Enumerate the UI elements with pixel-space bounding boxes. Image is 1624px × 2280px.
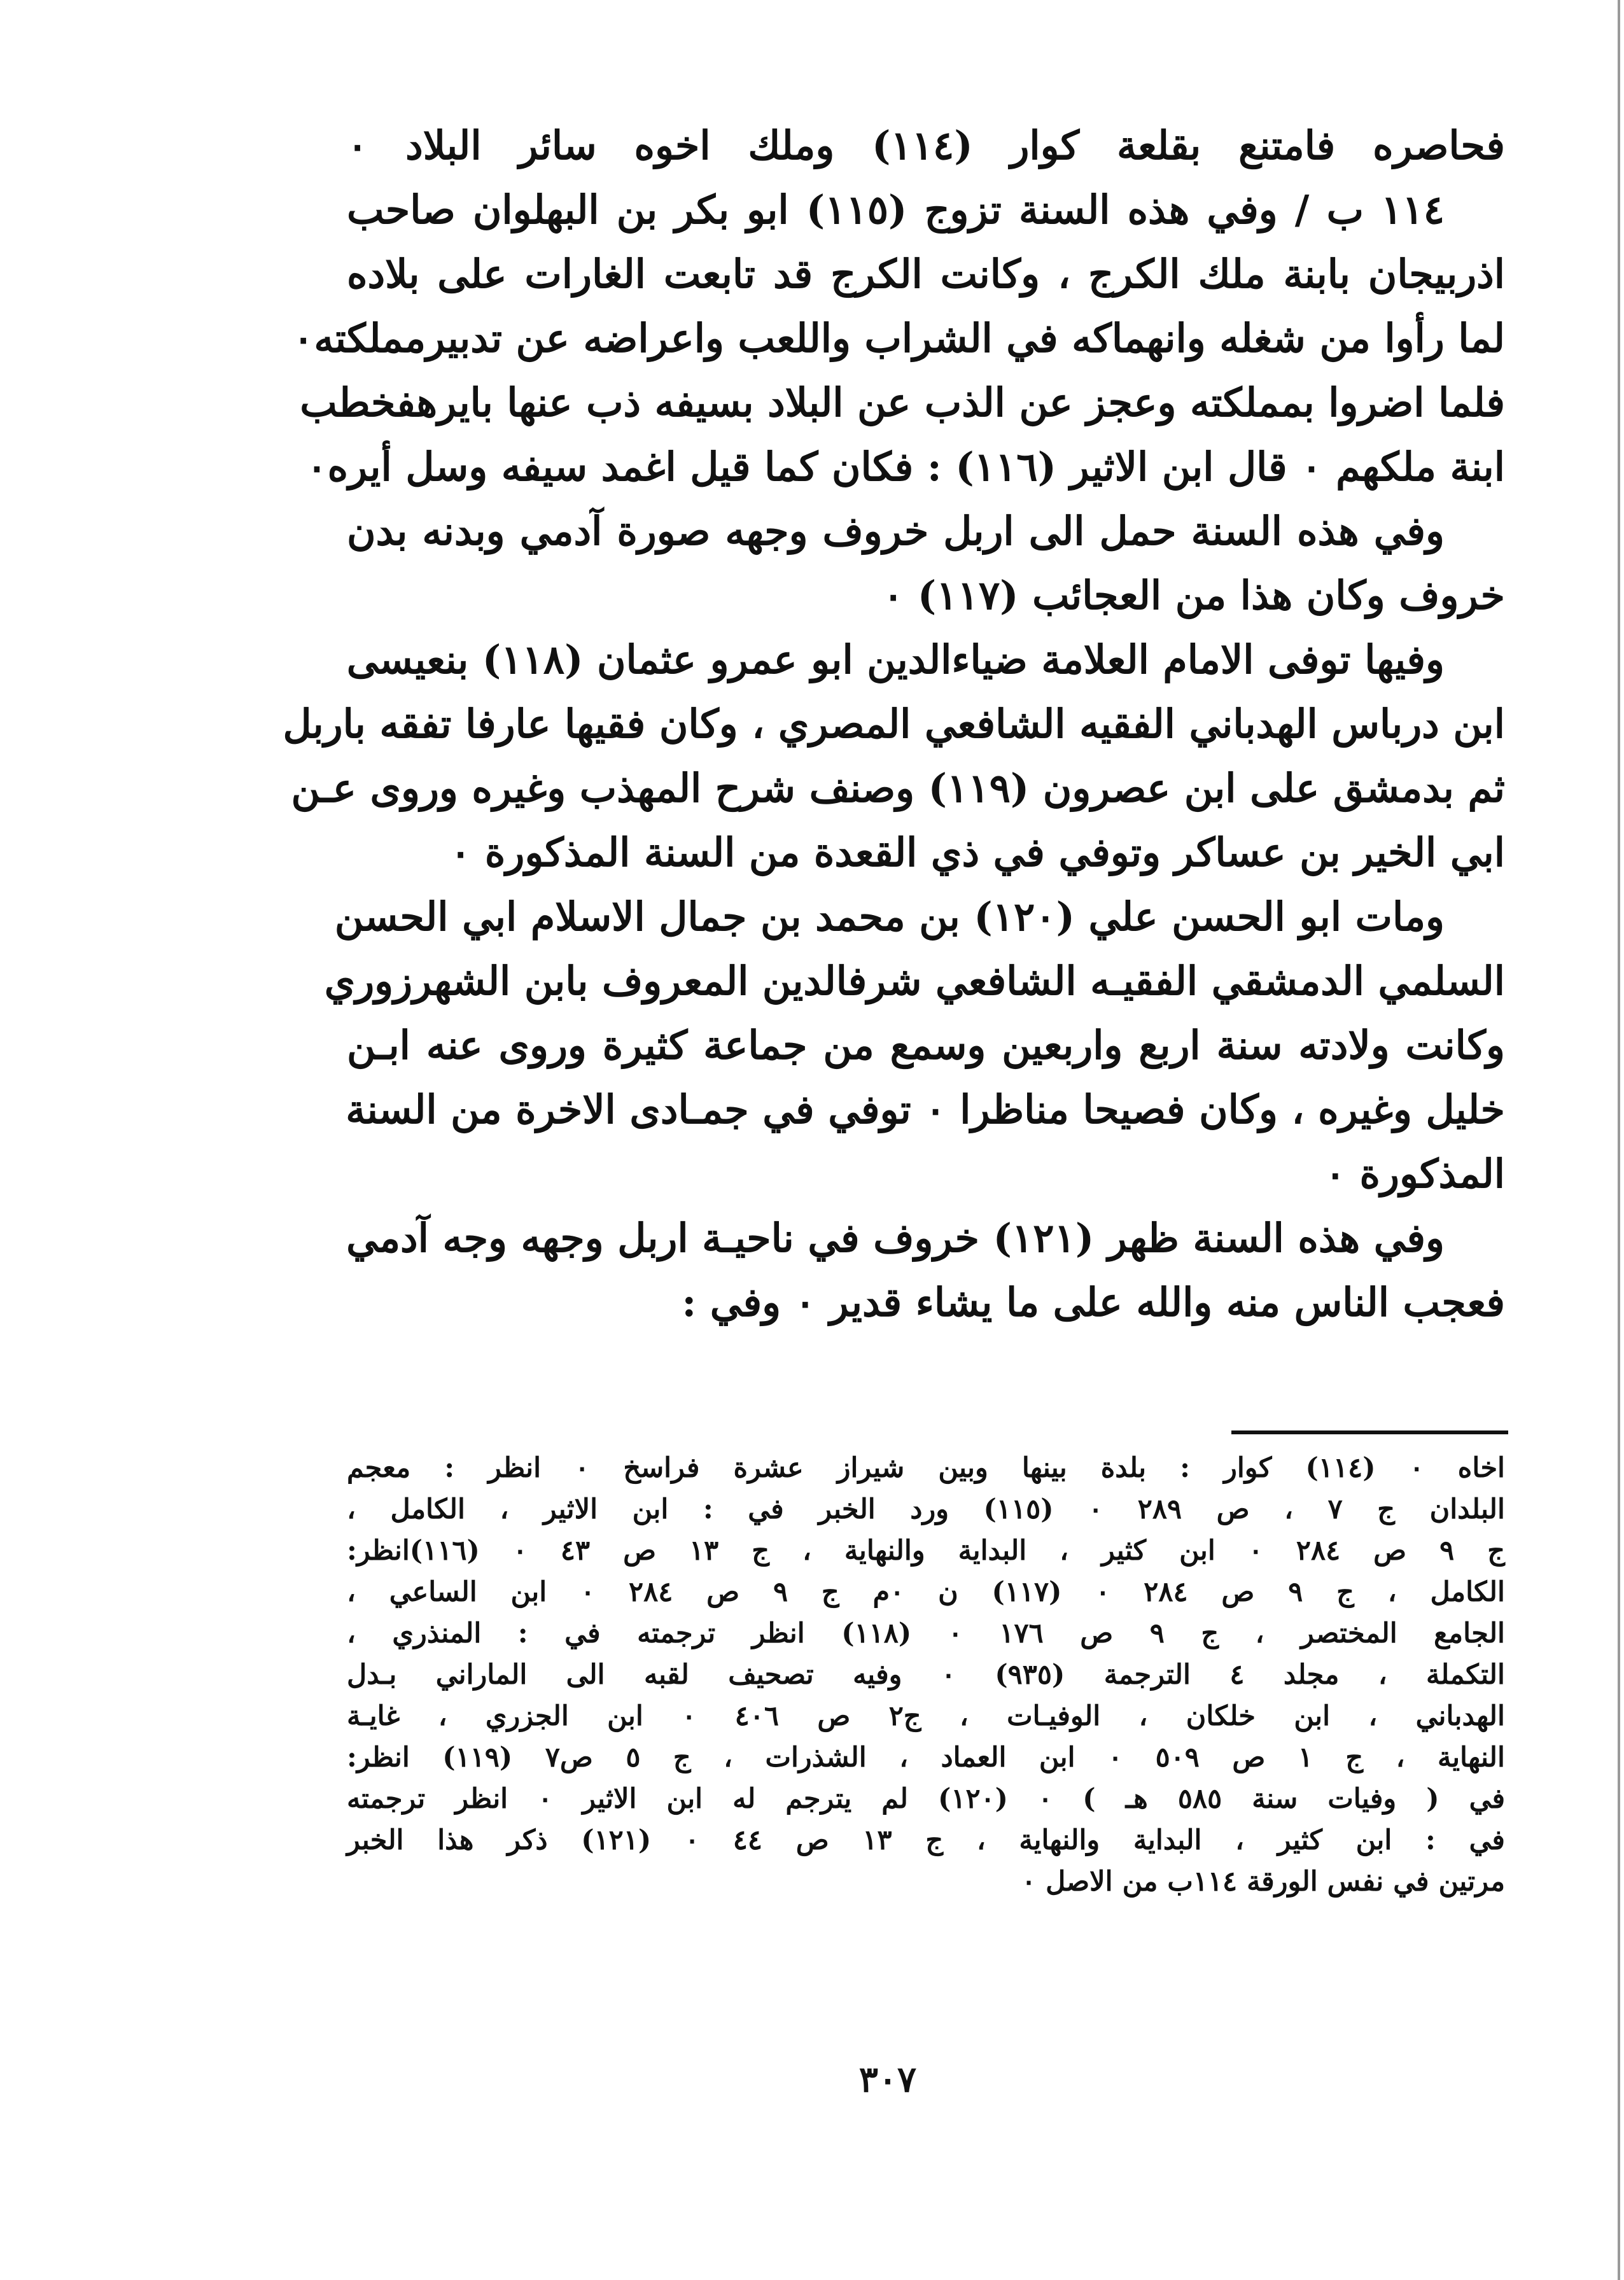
text-line: السلمي الدمشقي الفقيـه الشافعي شرفالدين المعروف بابن الشهرزوري — [324, 958, 1505, 1004]
footnote-line: النهاية ، ج ١ ص ٥٠٩ ٠ ابن العماد ، الشذرات ، ج ٥ ص٧ (١١٩) انظر: — [347, 1742, 1505, 1773]
text-line: فلما اضروا بمملكته وعجز عن الذب عن البلاد بسيفه ذب عنها بايرهفخطب — [300, 379, 1505, 426]
text-line: ثم بدمشق على ابن عصرون (١١٩) وصنف شرح المهذب وغيره وروى عـن — [291, 765, 1505, 811]
footnote-line: الكامل ، ج ٩ ص ٢٨٤ ٠ (١١٧) ن ٠م ج ٩ ص ٢٨٤ ٠ ابن الساعي ، — [347, 1576, 1505, 1608]
footnote-separator — [1231, 1430, 1508, 1434]
text-line: وفي هذه السنة حمل الى اربل خروف وجهه صورة آدمي وبدنه بدن — [347, 508, 1445, 554]
text-line: ابن درباس الهدباني الفقيه الشافعي المصري ، وكان فقيها عارفا تفقه باربل — [283, 701, 1505, 747]
text-line: المذكورة ٠ — [1324, 1150, 1505, 1197]
footnote-line: الهدباني ، ابن خلكان ، الوفيـات ، ج٢ ص ٤٠٦ ٠ ابن الجزري ، غايـة — [347, 1700, 1505, 1732]
text-line: ابي الخير بن عساكر وتوفي في ذي القعدة من السنة المذكورة ٠ — [450, 829, 1505, 876]
footnote-line: التكملة ، مجلد ٤ الترجمة (٩٣٥) ٠ وفيه تصحيف لقبه الى الماراني بـدل — [347, 1659, 1505, 1691]
footnote-line: في ( وفيات سنة ٥٨٥ هـ ) ٠ (١٢٠) لم يترجم له ابن الاثير ٠ انظر ترجمته — [347, 1783, 1506, 1815]
text-line: وكانت ولادته سنة اربع واربعين وسمع من جماعة كثيرة وروى عنه ابـن — [347, 1022, 1505, 1068]
text-line: خليل وغيره ، وكان فصيحا مناظرا ٠ توفي في جمـادى الاخرة من السنة — [346, 1086, 1505, 1133]
footnotes-section — [347, 1448, 1505, 1903]
footnote-line: البلدان ج ٧ ، ص ٢٨٩ ٠ (١١٥) ورد الخبر في : ابن الاثير ، الكامل ، — [347, 1493, 1505, 1525]
text-line: وفيها توفى الامام العلامة ضياءالدين ابو عمرو عثمان (١١٨) بنعيسى — [346, 636, 1445, 683]
footnote-line: مرتين في نفس الورقة ١١٤ب من الاصل ٠ — [1021, 1866, 1505, 1898]
text-line: ١١٤ ب / وفي هذه السنة تزوج (١١٥) ابو بكر بن البهلوان صاحب — [347, 186, 1445, 233]
text-line: خروف وكان هذا من العجائب (١١٧) ٠ — [883, 572, 1505, 619]
text-line: فحاصره فامتنع بقلعة كوار (١١٤) وملك اخوه سائر البلاد ٠ — [347, 122, 1505, 169]
footnote-line: في : ابن كثير ، البداية والنهاية ، ج ١٣ ص ٤٤ ٠ (١٢١) ذكر هذا الخبر — [347, 1824, 1505, 1856]
text-line: اذربيجان بابنة ملك الكرج ، وكانت الكرج قد تابعت الغارات على بلاده — [347, 251, 1505, 297]
text-line: ومات ابو الحسن علي (١٢٠) بن محمد بن جمال الاسلام ابي الحسن — [334, 893, 1445, 940]
footnote-line: اخاه ٠ (١١٤) كوار : بلدة بينها وبين شيراز عشرة فراسخ ٠ انظر : معجم — [347, 1452, 1505, 1484]
footnote-line: ج ٩ ص ٢٨٤ ٠ ابن كثير ، البداية والنهاية ، ج ١٣ ص ٤٣ ٠ (١١٦)انظر: — [347, 1535, 1505, 1567]
page-number: ٣٠٧ — [858, 2059, 917, 2101]
text-line: لما رأوا من شغله وانهماكه في الشراب واللعب واعراضه عن تدبيرمملكته٠ — [293, 315, 1505, 361]
text-line: ابنة ملكهم ٠ قال ابن الاثير (١١٦) : فكان كما قيل اغمد سيفه وسل أيره٠ — [306, 444, 1505, 490]
text-line: فعجب الناس منه والله على ما يشاء قدير ٠ وفي : — [682, 1279, 1505, 1325]
text-line: وفي هذه السنة ظهر (١٢١) خروف في ناحيـة اربل وجهه وجه آدمي — [346, 1215, 1445, 1261]
footnote-line: الجامع المختصر ، ج ٩ ص ١٧٦ ٠ (١١٨) انظر ترجمته في : المنذري ، — [347, 1618, 1505, 1649]
main-body-text — [283, 113, 1505, 1334]
page-edge-line — [1618, 0, 1620, 2280]
